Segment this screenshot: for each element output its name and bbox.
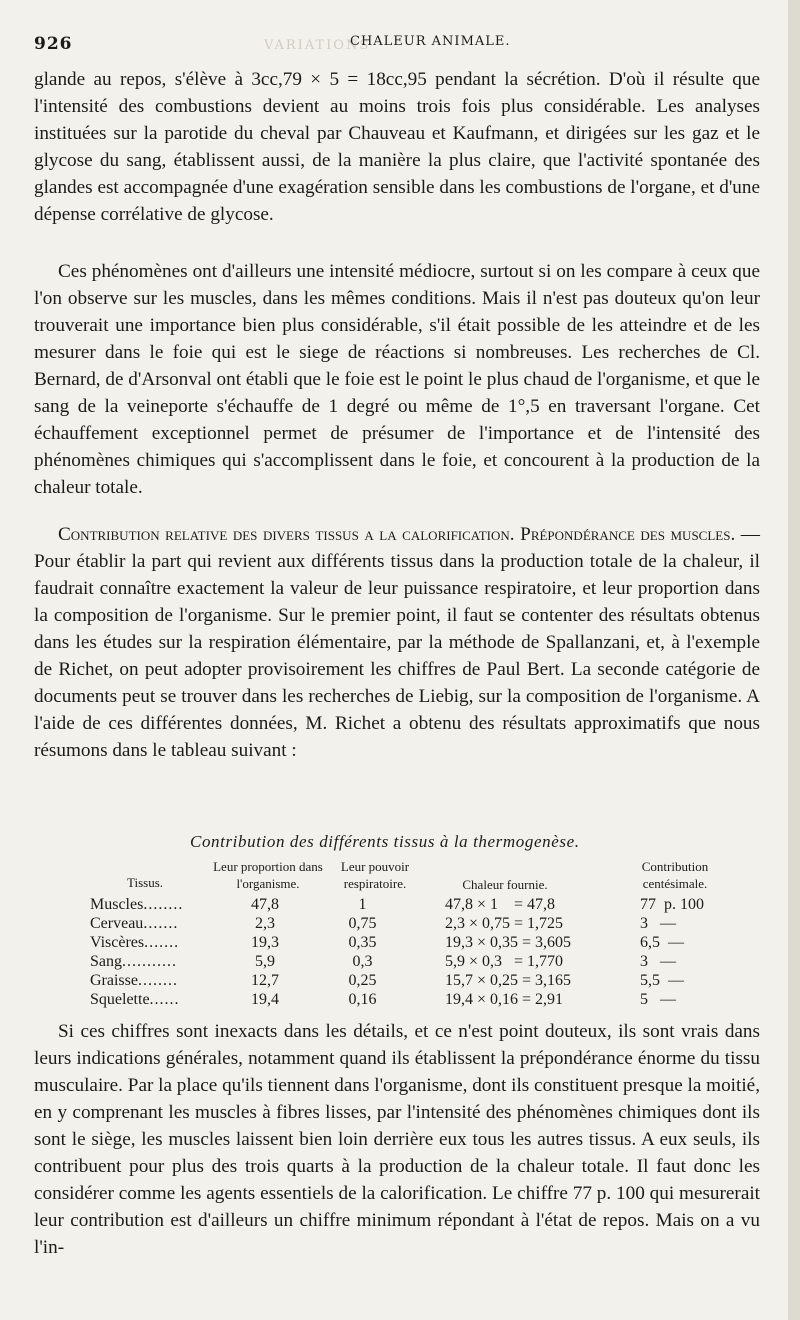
- header-tissue: Tissus.: [126, 875, 164, 890]
- tissue-name: Graisse: [90, 972, 138, 989]
- header-proportion: Leur proportion dans l'organisme.: [213, 859, 323, 891]
- table-caption: Contribution des différents tissus à la thermogenèse.: [190, 832, 580, 851]
- paragraph-4-text: Si ces chiffres sont inexacts dans les détails, et ce n'est point douteux, ils sont vrais dans leurs indications générales, notamment quand ils établissent la prépondérance énorme du tissu musculaire. Par la place qu'ils tiennent dans l'organisme, dont ils constituent presque la moitié, en y comprenant les muscles à fibres lisses, par l'intensité des phénomènes chimiques dont ils sont le siège, les muscles laissent bien loin derrière eux tous les autres tissus. A eux seuls, ils contribuent pour plus des trois quarts à la production de la chaleur totale. Il faut donc les considérer comme les agents essentiels de la calorification. Le chiffre 77 p. 100 qui mesurerait leur contribution est d'ailleurs un chiffre minimum répondant à l'état de repos. Mais on a vu l'in-: [34, 1021, 760, 1258]
- paragraph-3-text: — Pour établir la part qui revient aux différents tissus dans la production totale de la chaleur, il faudrait connaître exactement la valeur de leur puissance respiratoire, et leur proportion dans la composition de l'organisme. Sur le premier point, il faut se contenter des résultats obtenus dans les études sur la respiration élémentaire, par la méthode de Spallanzani, et, à l'exemple de Richet, on peut adopter provisoirement les chiffres de Paul Bert. La seconde catégorie de documents peut se trouver dans les recherches de Liebig, sur la composition de l'organisme. A l'aide de ces différentes données, M. Richet a obtenu des résultats approximatifs que nous résumons dans le tableau suivant :: [34, 524, 760, 761]
- cell-contribution: 77 p. 100: [640, 896, 704, 913]
- cell-proportion: 2,3: [255, 915, 275, 932]
- cell-respiratory: 0,16: [348, 991, 377, 1008]
- cell-tissue: [90, 991, 210, 1009]
- cell-tissue: [90, 915, 210, 933]
- cell-respiratory: 0,3: [352, 953, 373, 970]
- cell-contribution: 6,5 —: [640, 934, 684, 951]
- cell-proportion: 19,3: [251, 934, 279, 951]
- section-heading: Contribution relative des divers tissus a la calorification. Prépondérance des muscles.: [58, 524, 736, 545]
- bleed-through-title: VARIATIONS: [264, 38, 371, 53]
- paragraph-1-text: glande au repos, s'élève à 3cc,79 × 5 = 18cc,95 pendant la sécrétion. D'où il résulte que l'intensité des combustions devient au moins trois fois plus considérable. Les analyses instituées sur la parotide du cheval par Chauveau et Kaufmann, et dirigées sur les gaz et le glycose du sang, établissent aussi, de la manière la plus claire, que l'activité spontanée des glandes est accompagnée d'une exagération sensible dans les combustions de l'organe, et d'une dépense corrélative de glycose.: [34, 69, 760, 225]
- cell-heat: 5,9 × 0,3 = 1,770: [445, 953, 564, 970]
- tissue-name: Cerveau: [90, 915, 144, 932]
- cell-respiratory: 0,25: [348, 972, 377, 989]
- cell-respiratory: 0,75: [348, 915, 377, 932]
- paragraph-3: [34, 521, 760, 764]
- leader-dots: ........: [137, 972, 178, 989]
- cell-contribution: 5,5 —: [640, 972, 684, 989]
- paragraph-4: [34, 1018, 760, 1261]
- table-row: [90, 972, 750, 992]
- table-row: [90, 915, 750, 935]
- cell-contribution: 5 —: [640, 991, 676, 1008]
- cell-tissue: [90, 934, 210, 952]
- tissue-name: Viscères: [90, 934, 145, 951]
- tissue-name: Sang: [90, 953, 122, 970]
- table-row: [90, 896, 750, 916]
- cell-proportion: 47,8: [251, 896, 279, 913]
- cell-heat: 19,4 × 0,16 = 2,91: [445, 991, 564, 1008]
- header-heat: Chaleur fournie.: [462, 877, 548, 892]
- leader-dots: ........: [143, 896, 184, 913]
- table-row: [90, 991, 750, 1011]
- page-edge: [788, 0, 800, 1320]
- cell-heat: 15,7 × 0,25 = 3,165: [445, 972, 572, 989]
- cell-respiratory: 1: [358, 896, 367, 913]
- table-row: [90, 934, 750, 954]
- tissue-name: Muscles: [90, 896, 144, 913]
- cell-tissue: [90, 972, 210, 990]
- cell-heat: 19,3 × 0,35 = 3,605: [445, 934, 572, 951]
- leader-dots: .......: [143, 915, 179, 932]
- paragraph-2: [34, 258, 760, 501]
- cell-respiratory: 0,35: [348, 934, 377, 951]
- cell-contribution: 3 —: [640, 953, 676, 970]
- cell-contribution: 3 —: [640, 915, 676, 932]
- leader-dots: ...........: [122, 953, 177, 970]
- paragraph-2-text: Ces phénomènes ont d'ailleurs une intensité médiocre, surtout si on les compare à ceux que l'on observe sur les muscles, dans les mêmes conditions. Mais il n'est pas douteux qu'on leur trouverait une importance bien plus considérable, s'il était possible de les atteindre et de les mesurer dans le foie qui est le siege de réactions si nombreuses. Les recherches de Cl. Bernard, de d'Arsonval ont établi que le foie est le point le plus chaud de l'organisme, et que le sang de la veineporte s'échauffe de 1 degré ou même de 1°,5 en traversant l'organe. Cet échauffement exceptionnel permet de présumer de l'importance et de l'intensité des phénomènes chimiques qui s'accomplissent dans le foie, et concourent à la production de la chaleur totale.: [34, 261, 760, 498]
- cell-tissue: [90, 896, 210, 914]
- header-respiratory: Leur pouvoir respiratoire.: [340, 859, 410, 891]
- page-header: [34, 34, 754, 64]
- page-number: 926: [34, 34, 73, 54]
- leader-dots: .......: [144, 934, 180, 951]
- cell-heat: 2,3 × 0,75 = 1,725: [445, 915, 564, 932]
- cell-proportion: 12,7: [251, 972, 279, 989]
- table-row: [90, 953, 750, 973]
- cell-proportion: 5,9: [255, 953, 275, 970]
- tissue-name: Squelette: [90, 991, 150, 1008]
- cell-tissue: [90, 953, 210, 971]
- paragraph-1: [34, 66, 760, 228]
- cell-proportion: 19,4: [251, 991, 279, 1008]
- cell-heat: 47,8 × 1 = 47,8: [445, 896, 556, 913]
- header-contribution: Contribution centésimale.: [641, 859, 709, 891]
- running-title: CHALEUR ANIMALE.: [350, 34, 511, 49]
- leader-dots: ......: [149, 991, 180, 1008]
